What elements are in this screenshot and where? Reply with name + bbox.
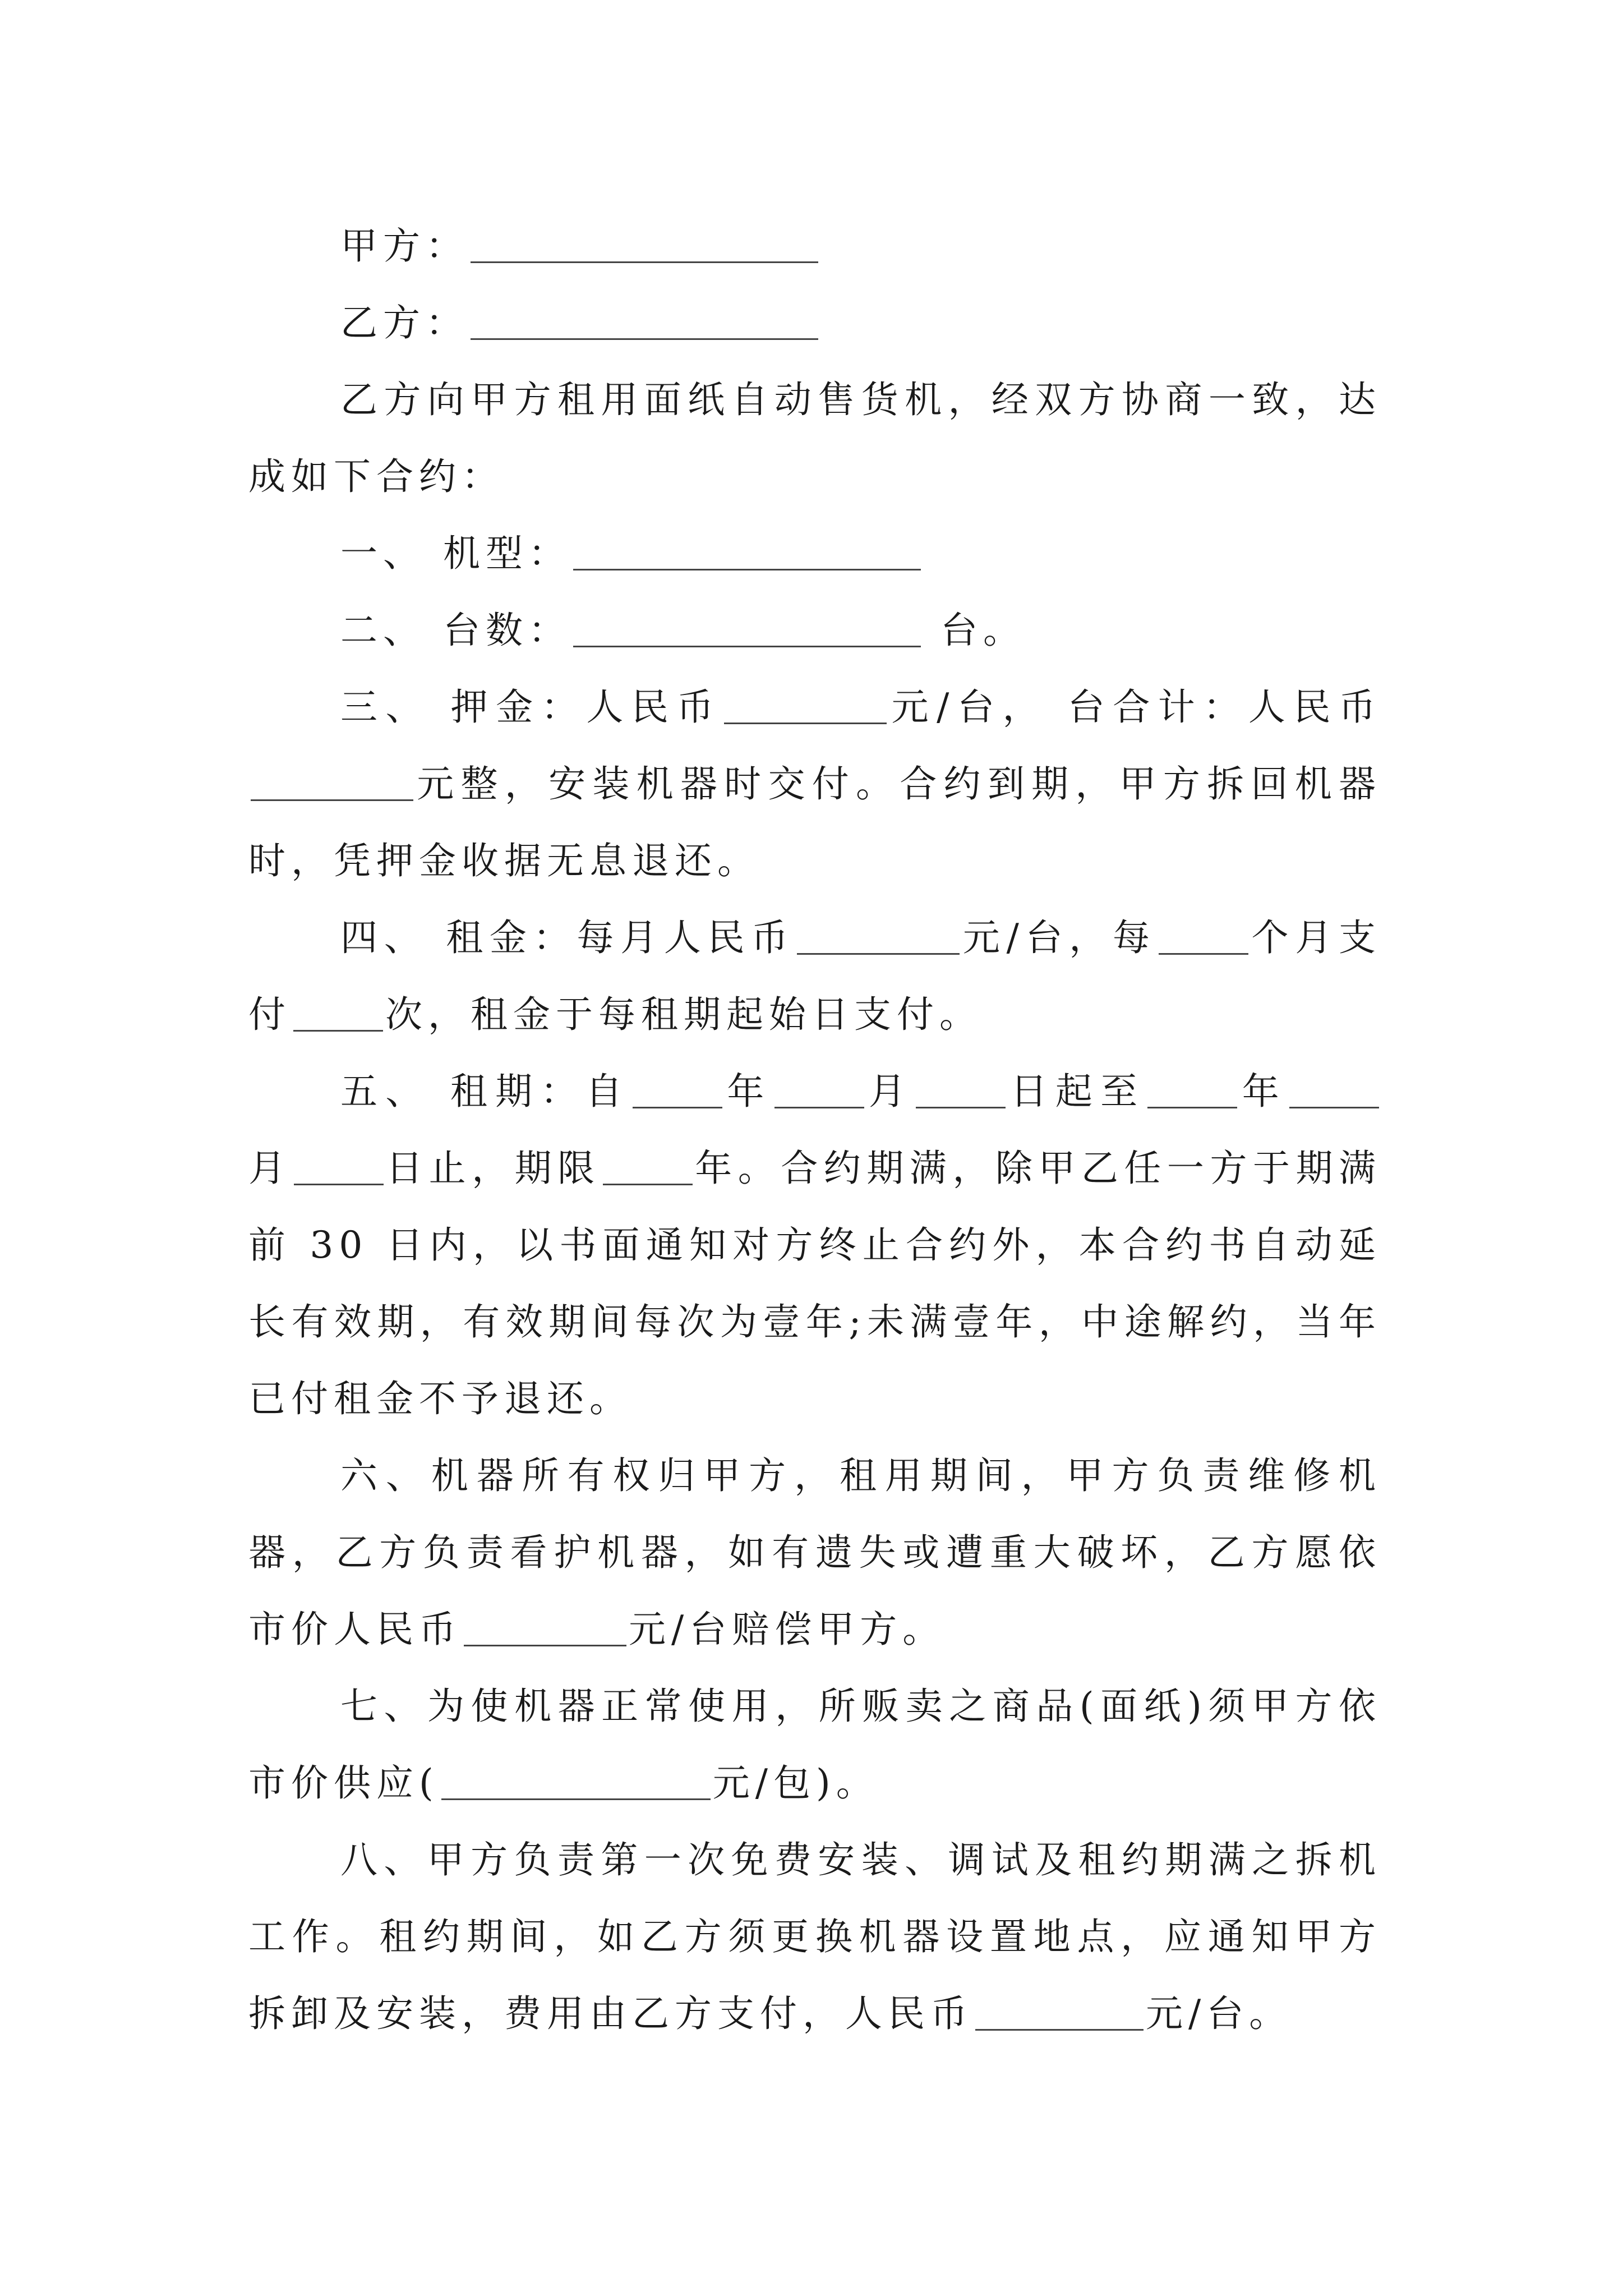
start-year-blank[interactable]: [633, 1074, 722, 1108]
clause-2: [248, 592, 1381, 669]
start-day-blank[interactable]: [916, 1074, 1006, 1108]
end-month-blank[interactable]: [1289, 1074, 1379, 1108]
clause-5: [248, 1053, 1381, 1437]
clause-6: [248, 1437, 1381, 1668]
clause-8-text-b: 元/台。: [1146, 1992, 1292, 2035]
clause-7: [248, 1668, 1381, 1821]
clause-5-month-2: 月: [248, 1147, 292, 1190]
clause-5-year-2: 年: [1239, 1070, 1288, 1113]
clause-4-text-a: 四、 租金：每月人民币: [340, 916, 795, 959]
rent-months-blank[interactable]: [1159, 920, 1248, 955]
party-b-label: 乙方：: [340, 301, 468, 344]
rent-times-blank[interactable]: [293, 997, 383, 1032]
compensation-blank[interactable]: [464, 1612, 626, 1646]
clause-7-text-b: 元/包)。: [712, 1761, 879, 1805]
machine-count-blank[interactable]: [573, 613, 921, 647]
clause-1: [248, 515, 1381, 592]
clause-3-text-c: 元整，安装机器时交付。合约到期，甲方拆回机器时，凭押金收据无息退还。: [248, 762, 1381, 882]
deposit-per-unit-blank[interactable]: [724, 689, 887, 724]
machine-model-blank[interactable]: [573, 536, 921, 570]
clause-5-month-1: 月: [866, 1070, 914, 1113]
intro-paragraph: [248, 361, 1381, 515]
clause-4-text-b: 元/台，每: [962, 916, 1156, 959]
clause-3-text-a: 三、 押金：人民币: [340, 685, 722, 729]
end-day-blank[interactable]: [294, 1151, 384, 1185]
end-year-blank[interactable]: [1147, 1074, 1237, 1108]
intro-text: 乙方向甲方租用面纸自动售货机，经双方协商一致，达成如下合约：: [248, 378, 1381, 498]
clause-5-year-1: 年: [725, 1070, 772, 1113]
clause-5-day-to: 日止，期限: [385, 1147, 601, 1190]
clause-4-text-c: 个月支付: [248, 916, 1381, 1036]
clause-8-text-a: 八、甲方负责第一次免费安装、调试及租约期满之拆机工作。租约期间，如乙方须更换机器设置地点，应通知甲方拆卸及安装，费用由乙方支付，人民币: [248, 1838, 1381, 2035]
party-a-blank[interactable]: [471, 228, 818, 263]
clause-4: [248, 899, 1381, 1053]
clause-4-text-d: 次，租金于每租期起始日支付。: [385, 993, 982, 1036]
party-b-line: [248, 284, 1381, 361]
party-a-label: 甲方：: [340, 224, 468, 268]
clause-8: [248, 1821, 1381, 2052]
party-b-blank[interactable]: [471, 305, 818, 340]
clause-1-label: 一、 机型：: [340, 532, 571, 575]
tissue-price-blank[interactable]: [441, 1765, 711, 1800]
start-month-blank[interactable]: [774, 1074, 864, 1108]
clause-2-label: 二、 台数：: [340, 609, 571, 652]
contract-body: [248, 208, 1381, 2052]
party-a-line: [248, 208, 1381, 284]
clause-3: [248, 669, 1381, 899]
clause-6-text-a: 六、机器所有权归甲方，租用期间，甲方负责维修机器，乙方负责看护机器，如有遗失或遭重大破坏，乙方愿依市价人民币: [248, 1454, 1381, 1651]
clause-5-day-from: 日起至: [1008, 1070, 1146, 1113]
clause-2-suffix: 台。: [940, 609, 1026, 652]
relocation-fee-blank[interactable]: [975, 1996, 1144, 2031]
term-years-blank[interactable]: [603, 1151, 693, 1185]
clause-5-rest: 年。合约期满，除甲乙任一方于期满前 30 日内，以书面通知对方终止合约外，本合约书自动延长有效期，有效期间每次为壹年;未满壹年，中途解约，当年已付租金不予退还。: [248, 1147, 1382, 1420]
rent-per-unit-blank[interactable]: [797, 920, 960, 955]
clause-5-text-a: 五、 租期：自: [340, 1070, 631, 1113]
clause-3-text-b: 元/台， 台合计：人民币: [889, 685, 1382, 729]
clause-6-text-b: 元/台赔偿甲方。: [629, 1608, 946, 1651]
deposit-total-blank[interactable]: [251, 766, 413, 801]
clause-7-text-a: 七、为使机器正常使用，所贩卖之商品(面纸)须甲方依市价供应(: [248, 1685, 1381, 1805]
